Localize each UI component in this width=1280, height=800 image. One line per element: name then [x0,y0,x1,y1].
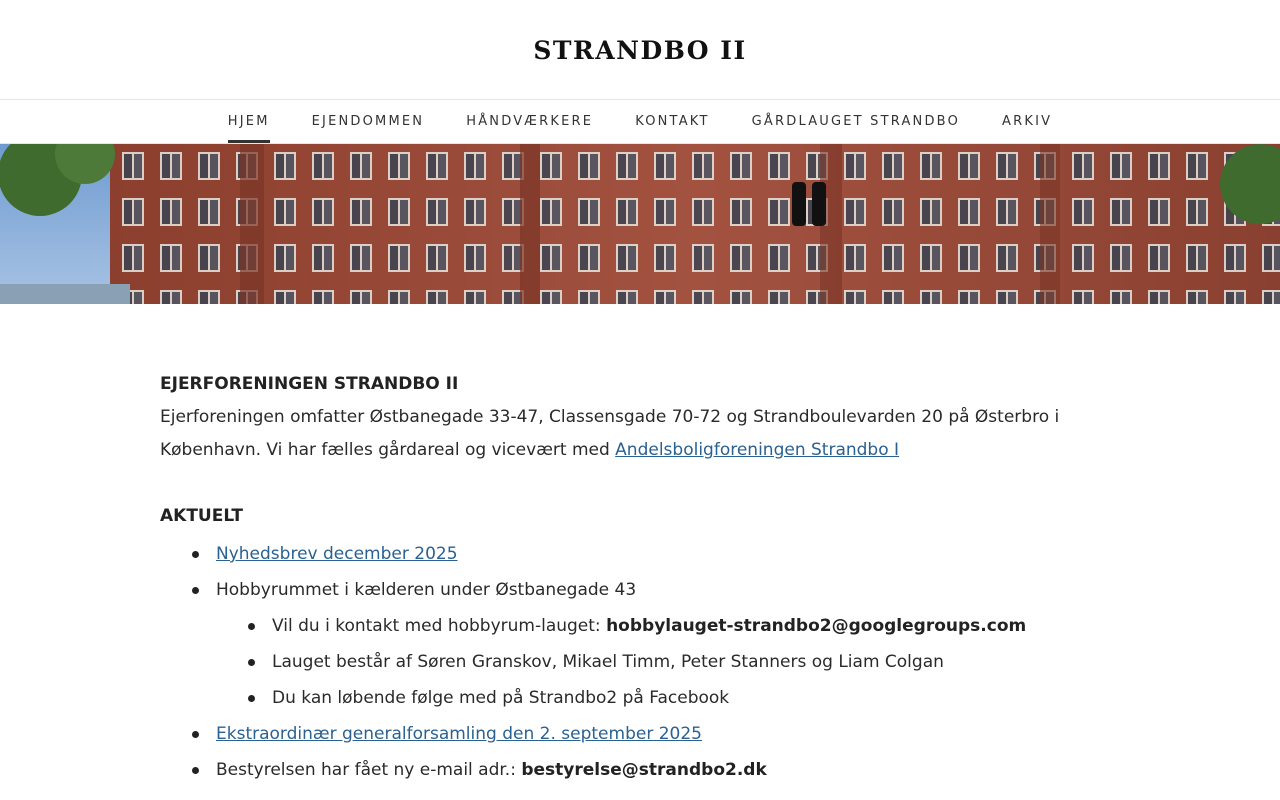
spacer [160,467,1120,500]
list-item [216,680,1120,716]
list-item [216,608,1120,644]
board-email-text: Bestyrelsen har fået ny e-mail adr.: [216,760,522,780]
nav-item-gaardlauget-strandbo[interactable]: GÅRDLAUGET STRANDBO [751,114,961,129]
intro-text: Ejerforeningen omfatter Østbanegade 33-47, Classensgade 70-72 og Strandboulevarden 20 på Østerbro i København. Vi har fælles gårdareal og vicevært med [160,407,1060,460]
main-nav [0,100,1280,144]
nav-item-hjem[interactable]: HJEM [207,100,291,143]
site-title[interactable]: STRANDBO II [533,36,747,65]
news-heading: AKTUELT [160,506,243,526]
list-item [160,572,1120,716]
list-item [160,716,1120,752]
hobby-members-text: Lauget består af Søren Granskov, Mikael Timm, Peter Stanners og Liam Colgan [272,652,944,672]
general-assembly-link[interactable]: Ekstraordinær generalforsamling den 2. september 2025 [216,724,702,744]
strandbo-i-link[interactable]: Andelsboligforeningen Strandbo I [615,440,900,460]
intro-paragraph [160,401,1120,467]
hobby-contact-text: Vil du i kontakt med hobbyrum-lauget: [272,616,607,636]
site-header [0,0,1280,100]
nav-item-ejendommen[interactable]: EJENDOMMEN [311,114,425,129]
list-item [160,536,1120,572]
hobby-facebook-text: Du kan løbende følge med på Strandbo2 på Facebook [272,688,730,708]
nav-item-haandvaerkere[interactable]: HÅNDVÆRKERE [466,114,594,129]
news-list [160,536,1120,788]
newsletter-link[interactable]: Nyhedsbrev december 2025 [216,544,458,564]
hobby-email: hobbylauget-strandbo2@googlegroups.com [606,616,1027,636]
list-item [160,752,1120,788]
association-heading: EJERFORENINGEN STRANDBO II [160,374,459,394]
nav-item-arkiv[interactable]: ARKIV [1002,114,1053,129]
hobby-room-text: Hobbyrummet i kælderen under Østbanegade 43 [216,580,637,600]
building-photo [0,144,1280,304]
main-content [0,304,1280,788]
list-item [216,644,1120,680]
board-email: bestyrelse@strandbo2.dk [521,760,767,780]
nav-item-kontakt[interactable]: KONTAKT [635,114,710,129]
hobby-sub-list [216,608,1120,716]
hero-image [0,144,1280,304]
